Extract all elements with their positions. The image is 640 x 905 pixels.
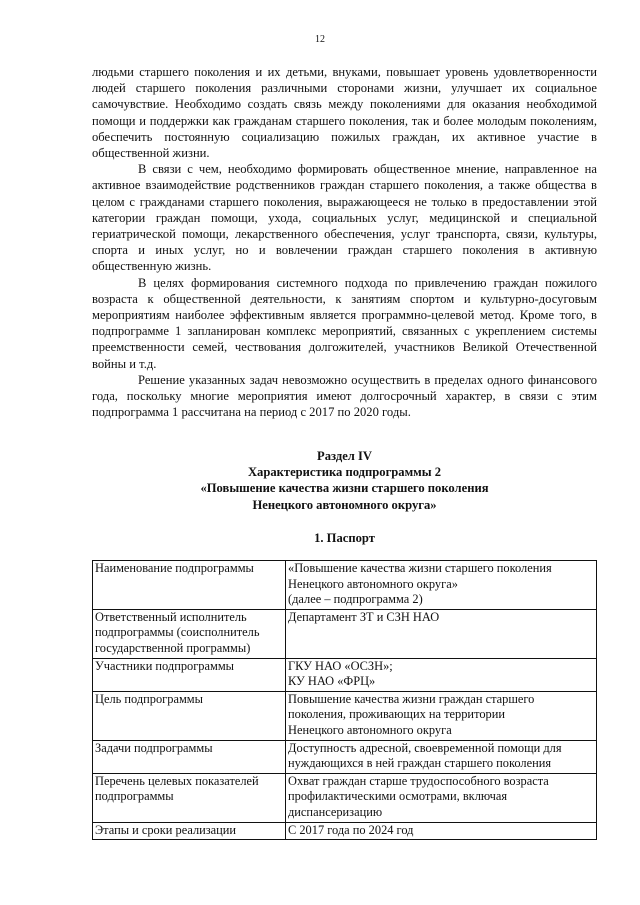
row-value-cell bbox=[286, 609, 597, 658]
row-label-line: Ответственный исполнитель bbox=[95, 609, 247, 624]
table-row bbox=[93, 740, 597, 773]
row-value-line: КУ НАО «ФРЦ» bbox=[288, 674, 376, 689]
row-label-line: государственной программы) bbox=[95, 640, 251, 655]
row-label-line: Задачи подпрограммы bbox=[95, 740, 213, 755]
table-row bbox=[93, 822, 597, 840]
row-label-cell bbox=[93, 561, 286, 610]
passport-table bbox=[92, 560, 597, 840]
row-label-cell bbox=[93, 822, 286, 840]
paragraph-3: В целях формирования системного подхода по привлечению граждан пожилого возраста к общественной деятельности, к занятиям спортом и культурно-досуговым мероприятиям наиболее эффективным является программно-целевой метод. Кроме того, в подпрограмме 1 запланирован комплекс мероприятий, связанных с укреплением системы преемственности семей, чествования долгожителей, участников Великой Отечественной войны и т.д. bbox=[92, 275, 597, 371]
row-value-cell bbox=[286, 691, 597, 740]
body-text bbox=[92, 64, 597, 420]
row-value-line: С 2017 года по 2024 год bbox=[288, 822, 414, 837]
row-label-line: Участники подпрограммы bbox=[95, 658, 235, 673]
section-label: Раздел IV bbox=[317, 449, 372, 463]
section-subtitle-line-2: Ненецкого автономного округа» bbox=[252, 497, 437, 512]
paragraph-1: людьми старшего поколения и их детьми, внуками, повышает уровень удовлетворенности людей старшего поколения различными сторонами жизни, улучшает их социальное самочувствие. Необходимо создать связь между поколениями для оказания необходимой помощи и поддержки как гражданам старшего поколения, так и более молодым поколениям, обеспечить постоянную социализацию пожилых граждан, их активное участие в общественной жизни. bbox=[92, 65, 597, 161]
row-label-cell bbox=[93, 691, 286, 740]
row-label-cell bbox=[93, 740, 286, 773]
row-label-line: Наименование подпрограммы bbox=[95, 561, 254, 575]
row-value-line: профилактическими осмотрами, включая bbox=[288, 789, 508, 804]
row-label-line: подпрограммы (соисполнитель bbox=[95, 625, 260, 640]
row-label-line: подпрограммы bbox=[95, 789, 174, 804]
section-heading bbox=[92, 448, 597, 513]
row-value-line: диспансеризацию bbox=[288, 804, 383, 819]
section-subtitle-line-1: «Повышение качества жизни старшего поколения bbox=[200, 481, 489, 496]
row-value-cell bbox=[286, 822, 597, 840]
paragraph-4: Решение указанных задач невозможно осуществить в пределах одного финансового года, поскольку многие мероприятия имеют долгосрочный характер, в связи с этим подпрограмма 1 рассчитана на период с 2017 по 2020 годы. bbox=[92, 372, 597, 420]
row-value-line: Департамент ЗТ и СЗН НАО bbox=[288, 609, 440, 624]
row-value-line: Доступность адресной, своевременной помощи для bbox=[288, 740, 562, 755]
row-label-line: Цель подпрограммы bbox=[95, 691, 203, 706]
table-row bbox=[93, 691, 597, 740]
row-label-cell bbox=[93, 609, 286, 658]
row-label-cell bbox=[93, 658, 286, 691]
row-value-line: Охват граждан старше трудоспособного возраста bbox=[288, 773, 549, 788]
table-row bbox=[93, 609, 597, 658]
row-value-line: (далее – подпрограмма 2) bbox=[288, 592, 423, 607]
row-value-line: Ненецкого автономного округа bbox=[288, 722, 452, 737]
row-value-line: нуждающихся в ней граждан старшего поколения bbox=[288, 756, 552, 771]
row-label-line: Перечень целевых показателей bbox=[95, 773, 259, 788]
row-value-cell bbox=[286, 773, 597, 822]
table-row bbox=[93, 561, 597, 610]
row-value-line: «Повышение качества жизни старшего поколения bbox=[288, 561, 552, 575]
paragraph-2: В связи с чем, необходимо формировать общественное мнение, направленное на активное взаимодействие родственников граждан старшего поколения, а также общества в целом с гражданами старшего поколения, выражающееся не только в предоставлении этой категории граждан помощи, ухода, социальных услуг, медицинской и специальной гериатрической помощи, лекарственного обеспечения, услуг транспорта, связи, культуры, спорта и иных услуг, но и вовлечении граждан старшего поколения в активную общественную жизнь. bbox=[92, 162, 597, 274]
passport-title: 1. Паспорт bbox=[314, 531, 375, 545]
row-value-line: Повышение качества жизни граждан старшего bbox=[288, 691, 535, 706]
row-value-line: Ненецкого автономного округа» bbox=[288, 576, 458, 591]
row-value-cell bbox=[286, 740, 597, 773]
table-row bbox=[93, 658, 597, 691]
section-title: Характеристика подпрограммы 2 bbox=[247, 465, 442, 480]
table-row bbox=[93, 773, 597, 822]
row-value-line: ГКУ НАО «ОСЗН»; bbox=[288, 658, 393, 673]
row-label-line: Этапы и сроки реализации bbox=[95, 822, 237, 837]
row-value-cell bbox=[286, 561, 597, 610]
row-label-cell bbox=[93, 773, 286, 822]
page-number: 12 bbox=[315, 34, 325, 45]
row-value-cell bbox=[286, 658, 597, 691]
row-value-line: поколения, проживающих на территории bbox=[288, 707, 505, 722]
